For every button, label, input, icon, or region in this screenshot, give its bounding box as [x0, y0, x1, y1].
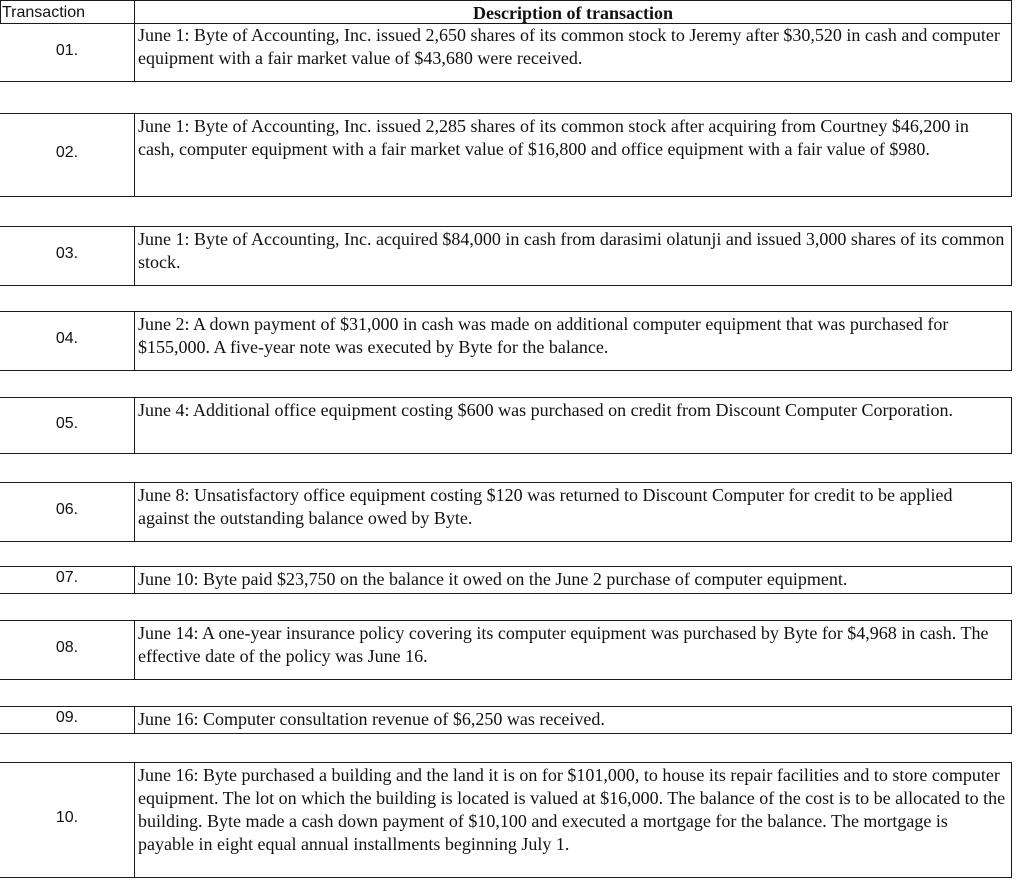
transaction-description: June 1: Byte of Accounting, Inc. issued 2,650 shares of its common stock to Jeremy after $30,520 in cash and computer equipment with a fair market value of $43,680 were received.	[134, 0, 1012, 81]
transaction-column-header: Transaction	[1, 1, 135, 23]
transaction-row-08	[0, 620, 1012, 680]
transaction-row-05	[0, 397, 1012, 454]
transaction-row-07	[0, 566, 1012, 594]
transaction-description: June 4: Additional office equipment costing $600 was purchased on credit from Discount Computer Corporation.	[134, 398, 1012, 453]
transaction-description: June 10: Byte paid $23,750 on the balance it owed on the June 2 purchase of computer equipment.	[134, 567, 1012, 593]
transaction-number: 02.	[55, 144, 79, 161]
transaction-row-04	[0, 311, 1012, 371]
transaction-number: 10.	[55, 809, 79, 826]
description-column-header: Description of transaction	[473, 3, 673, 23]
transaction-number: 05.	[55, 414, 79, 432]
transaction-row-06	[0, 482, 1012, 542]
transaction-row-10	[0, 762, 1012, 878]
transaction-description: June 1: Byte of Accounting, Inc. issued 2,285 shares of its common stock after acquiring from Courtney $46,200 in cash, computer equipment with a fair market value of $16,800 and office equipment with a fair value of $980.	[134, 114, 1012, 196]
transaction-number: 03.	[55, 245, 79, 262]
transaction-description: June 14: A one-year insurance policy covering its computer equipment was purchased by Byte for $4,968 in cash. The effective date of the policy was June 16.	[134, 621, 1012, 679]
transaction-description: June 16: Byte purchased a building and the land it is on for $101,000, to house its repair facilities and to store computer equipment. The lot on which the building is located is valued at $16,000. The balance of the cost is to be allocated to the building. Byte made a cash down payment of $10,100 and executed a mortgage for the balance. The mortgage is payable in eight equal annual installments beginning July 1.	[134, 763, 1012, 877]
transaction-row-02	[0, 113, 1012, 197]
transaction-number: 04.	[55, 330, 79, 347]
transaction-number: 07.	[55, 569, 79, 586]
transaction-number: 06.	[55, 501, 79, 518]
transaction-number: 08.	[55, 639, 79, 656]
transaction-description: June 1: Byte of Accounting, Inc. acquired $84,000 in cash from darasimi olatunji and issued 3,000 shares of its common stock.	[134, 227, 1012, 285]
transaction-row-01	[0, 0, 1012, 82]
transaction-row-09	[0, 706, 1012, 734]
transaction-description: June 16: Computer consultation revenue of $6,250 was received.	[134, 707, 1012, 733]
transaction-number: 01.	[55, 41, 79, 59]
transaction-description: June 8: Unsatisfactory office equipment costing $120 was returned to Discount Computer for credit to be applied against the outstanding balance owed by Byte.	[134, 483, 1012, 541]
transaction-row-03	[0, 226, 1012, 286]
transaction-description: June 2: A down payment of $31,000 in cash was made on additional computer equipment that was purchased for $155,000. A five-year note was executed by Byte for the balance.	[134, 312, 1012, 370]
transaction-number: 09.	[55, 709, 79, 726]
